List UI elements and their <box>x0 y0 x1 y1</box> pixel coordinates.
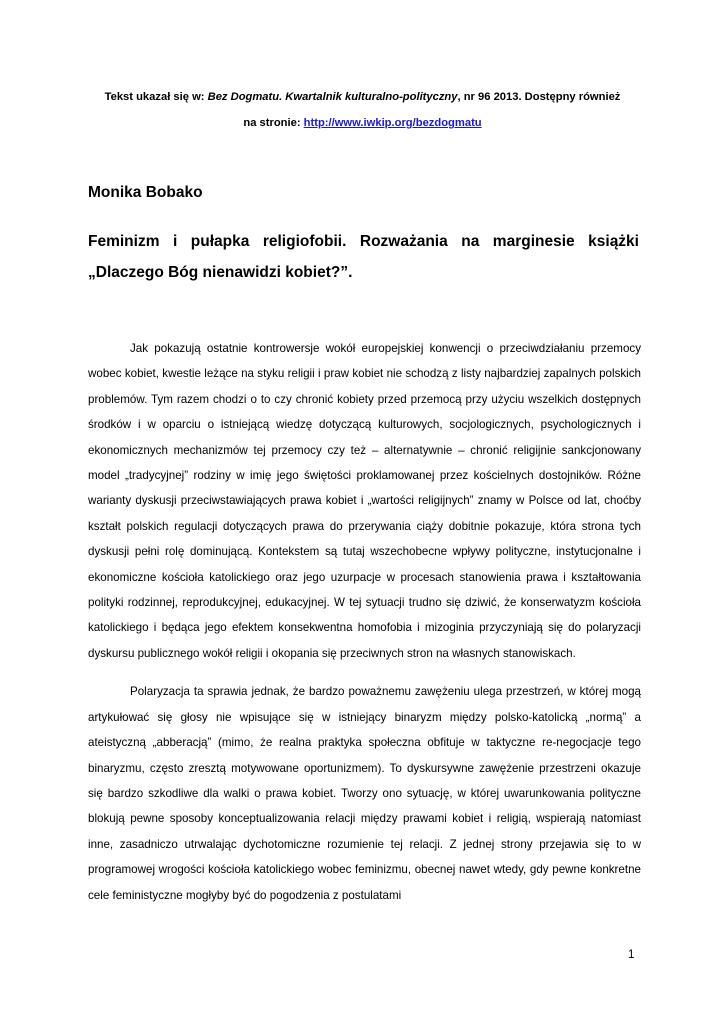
publication-link-prefix: na stronie: <box>243 117 304 129</box>
paragraph: Jak pokazują ostatnie kontrowersje wokół europejskiej konwencji o przeciwdziałaniu przemocy wobec kobiet, kwestie leżące na styku religii i praw kobiet nie schodzą z listy najbardziej zapalnych polskich problemów. Tym razem chodzi o to czy chronić kobiety przed przemocą przy użyciu wszelkich dostępnych środków i w oparciu o istniejącą wiedzę dotyczącą kulturowych, socjologicznych, psychologicznych i ekonomicznych mechanizmów tej przemocy czy też – alternatywnie – chronić religijnie sankcjonowany model „tradycyjnej” rodziny w imię jego świętości proklamowanej przez kościelnych dostojników. Różne warianty dyskusji przeciwstawiających prawa kobiet i „wartości religijnych” znamy w Polsce od lat, choćby kształt polskich regulacji dotyczących prawa do przerywania ciąży dobitnie pokazuje, która strona tych dyskusji pełni rolę dominującą. Kontekstem są tutaj wszechobecne wpływy polityczne, instytucjonalne i ekonomiczne kościoła katolickiego oraz jego uzurpacje w procesach stanowienia prawa i kształtowania polityki rodzinnej, reprodukcyjnej, edukacyjnej. W tej sytuacji trudno się dziwić, że konserwatyzm kościoła katolickiego i będąca jego efektem konsekwentna homofobia i mizoginia przyczyniają się do polaryzacji dyskursu publicznego wokół religii i okopania się przeciwnych stron na własnych stanowiskach. <box>88 342 641 660</box>
journal-name: Bez Dogmatu. Kwartalnik kulturalno-polityczny <box>207 91 458 103</box>
publication-note-prefix: Tekst ukazał się w: <box>104 91 208 103</box>
journal-link[interactable]: http://www.iwkip.org/bezdogmatu <box>303 117 482 129</box>
paragraph: Polaryzacja ta sprawia jednak, że bardzo poważnemu zawężeniu ulega przestrzeń, w której mogą artykułować się głosy nie wpisujące się w istniejący binaryzm między polsko-katolicką „normą” a ateistyczną „abberacją” (mimo, że realna praktyka społeczna obfituje w taktyczne re-negocjacje tego binaryzmu, często zresztą motywowane oportunizmem). To dyskursywne zawężenie przestrzeni okazuje się bardzo szkodliwe dla walki o prawa kobiet. Tworzy ono sytuację, w której uwarunkowania polityczne blokują pewne sposoby konceptualizowania relacji między prawami kobiet i religią, wspierają natomiast inne, zasadniczo utrwalając dychotomiczne rozumienie tej relacji. Z jednej strony przejawia się to w programowej wrogości kościoła katolickiego wobec feminizmu, obecnej nawet wtedy, gdy pewne konkretne cele feministyczne mogłyby być do pogodzenia z postulatami <box>88 685 641 902</box>
page-number: 1 <box>628 949 635 961</box>
publication-note-suffix: , nr 96 2013. Dostępny również <box>457 91 621 103</box>
article-title: Feminizm i pułapka religiofobii. Rozważania na marginesie książki „Dlaczego Bóg nienawidzi kobiet?”. <box>88 233 639 281</box>
publication-note <box>70 84 655 136</box>
article-body <box>88 336 641 921</box>
author-name: Monika Bobako <box>88 184 203 201</box>
